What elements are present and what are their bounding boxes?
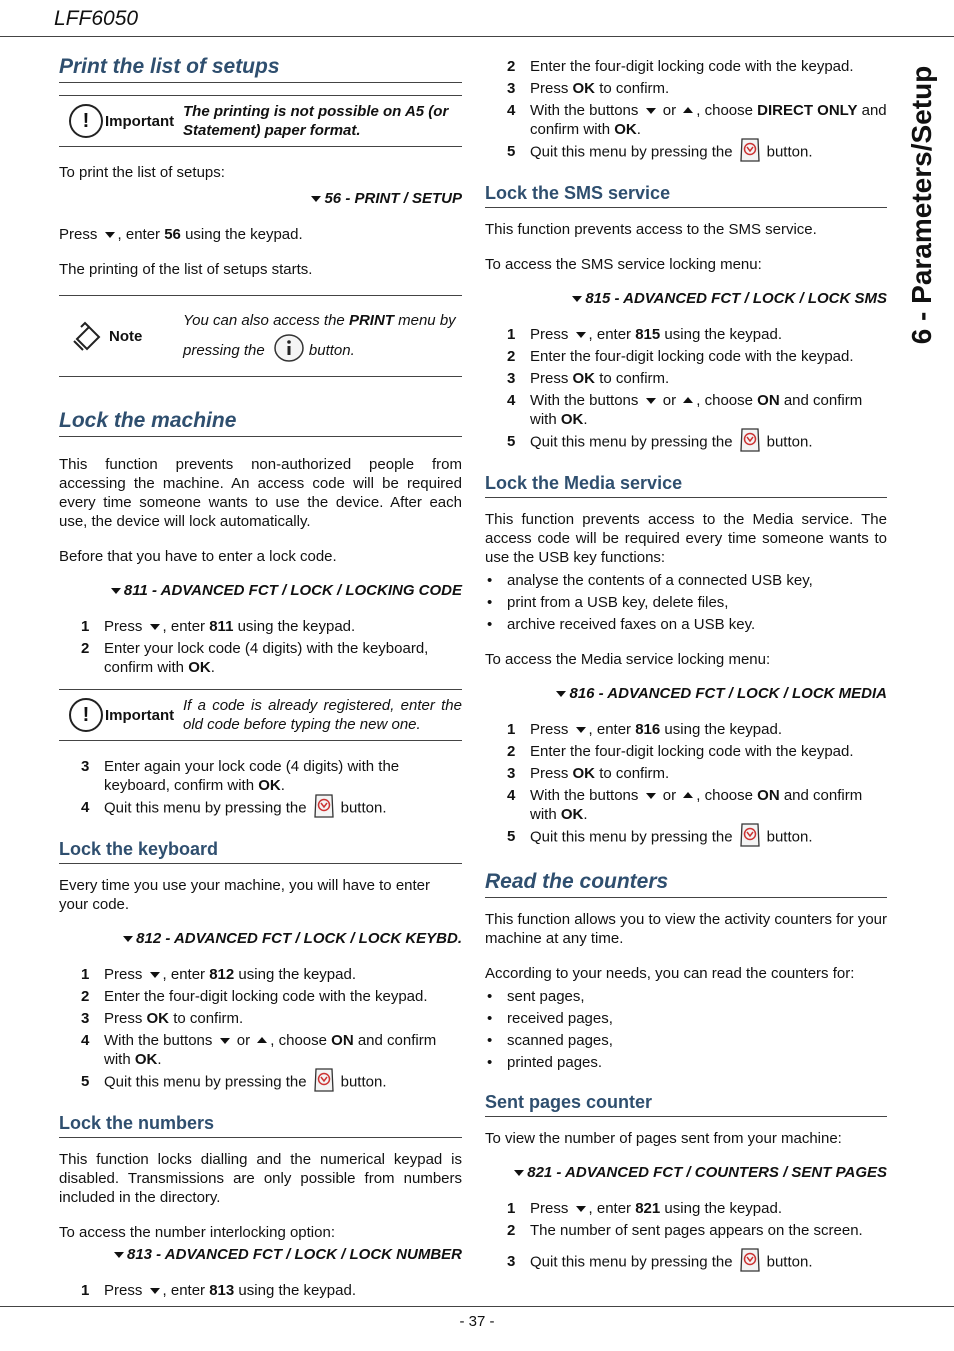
list-item: 2 Enter the four-digit locking code with the keypad. [507,348,854,365]
important-box [59,95,462,147]
lock-media-desc: This function prevents access to the Media service. The access code will be required every time someone wants to use the USB key functions: [485,511,887,566]
lock-media-steps [485,720,887,848]
list-item: 4 With the buttons or , choose ON and confirm with OK. [507,392,863,428]
menu-path: 812 - ADVANCED FCT / LOCK / LOCK KEYBD. [59,930,462,947]
menu-path: 56 - PRINT / SETUP [59,190,462,207]
lock-sms-desc: This function prevents access to the SMS service. [485,221,817,238]
header-rule [0,36,954,37]
note-label: Note [109,327,143,345]
document-title: LFF6050 [54,7,139,30]
menu-path: 821 - ADVANCED FCT / COUNTERS / SENT PAGES [485,1164,887,1181]
menu-path: 816 - ADVANCED FCT / LOCK / LOCK MEDIA [485,685,887,702]
list-item: 1 Press , enter 813 using the keypad. [81,1282,357,1299]
arrow-down-icon [514,1170,524,1176]
stop-button-icon [739,1247,761,1273]
important-text: The printing is not possible on A5 (or Statement) paper format. [183,103,449,139]
heading-sent-pages: Sent pages counter [485,1092,887,1117]
sent-pages-desc: To view the number of pages sent from your machine: [485,1130,842,1147]
important-icon: ! [69,698,103,732]
heading-lock-sms: Lock the SMS service [485,183,887,208]
arrow-up-icon [257,1037,267,1043]
arrow-down-icon [572,296,582,302]
stop-button-icon [313,793,335,819]
list-item: 4 With the buttons or , choose ON and confirm with OK. [81,1032,437,1068]
page-number: - 37 - [459,1313,495,1330]
list-item: 5 Quit this menu by pressing the button. [59,1072,462,1093]
left-column [59,50,462,1316]
list-item: • scanned pages, [485,1031,887,1050]
info-button-icon [273,333,305,363]
lock-machine-steps [59,617,462,677]
list-item: 2 The number of sent pages appears on the screen. [507,1222,863,1239]
list-item: 3 Press OK to confirm. [507,80,670,97]
print-intro: To print the list of setups: [59,164,225,181]
arrow-down-icon [150,1288,160,1294]
lock-media-access: To access the Media service locking menu: [485,651,771,668]
arrow-down-icon [576,1206,586,1212]
lock-machine-desc: This function prevents non-authorized people from accessing the machine. An access code will be required every time someone wants to use the device. After each use, the device will lock automatically. [59,456,462,530]
list-item: • print from a USB key, delete files, [485,593,887,612]
right-column [485,57,887,1289]
arrow-down-icon [114,1252,124,1258]
list-item: 5 Quit this menu by pressing the button. [485,432,887,453]
sent-pages-steps [485,1199,887,1273]
arrow-down-icon [150,624,160,630]
arrow-down-icon [150,972,160,978]
footer-rule [0,1306,954,1307]
heading-lock-keyboard: Lock the keyboard [59,839,462,864]
arrow-down-icon [556,691,566,697]
list-item: 2 Enter the four-digit locking code with the keypad. [507,58,854,75]
menu-path: 811 - ADVANCED FCT / LOCK / LOCKING CODE [59,582,462,599]
arrow-down-icon [576,332,586,338]
counters-desc: This function allows you to view the activity counters for your machine at any time. [485,911,887,947]
list-item: • analyse the contents of a connected USB key, [485,571,887,590]
arrow-down-icon [105,232,115,238]
list-item: 2 Enter your lock code (4 digits) with the keyboard, confirm with OK. [81,640,429,676]
list-item: 3 Enter again your lock code (4 digits) with the keyboard, confirm with OK. [81,758,400,794]
list-item: 2 Enter the four-digit locking code with the keypad. [507,743,854,760]
heading-lock-media: Lock the Media service [485,473,887,498]
heading-lock-numbers: Lock the numbers [59,1113,462,1138]
lock-keyboard-desc: Every time you use your machine, you will have to enter your code. [59,877,431,913]
note-icon [71,319,105,353]
list-item: 4 Quit this menu by pressing the button. [59,798,462,819]
list-item: 1 Press , enter 811 using the keypad. [81,618,356,635]
counters-bullets [485,987,887,1072]
list-item: 3 Press OK to confirm. [507,765,670,782]
lock-media-bullets [485,571,887,634]
lock-numbers-steps [59,1281,462,1300]
list-item: 5 Quit this menu by pressing the button. [485,827,887,848]
list-item: • archive received faxes on a USB key. [485,615,887,634]
list-item: 3 Quit this menu by pressing the button. [485,1252,887,1273]
stop-button-icon [739,822,761,848]
important-label: Important [105,706,175,724]
lock-machine-steps-2 [59,757,462,819]
arrow-down-icon [123,936,133,942]
lock-numbers-steps-cont [485,57,887,163]
lock-machine-before: Before that you have to enter a lock code. [59,548,337,565]
list-item: 1 Press , enter 812 using the keypad. [81,966,357,983]
arrow-up-icon [683,397,693,403]
arrow-down-icon [111,588,121,594]
menu-path: 813 - ADVANCED FCT / LOCK / LOCK NUMBER [59,1246,462,1263]
stop-button-icon [739,137,761,163]
arrow-down-icon [576,727,586,733]
chapter-tab-label: 6 - Parameters/Setup [906,65,937,345]
counters-needs: According to your needs, you can read the counters for: [485,965,855,982]
list-item: • printed pages. [485,1053,887,1072]
arrow-up-icon [683,792,693,798]
list-item: 3 Press OK to confirm. [81,1010,244,1027]
arrow-down-icon [646,398,656,404]
list-item: • sent pages, [485,987,887,1006]
stop-button-icon [739,427,761,453]
lock-numbers-access: To access the number interlocking option: [59,1224,335,1241]
list-item: 1 Press , enter 821 using the keypad. [507,1200,783,1217]
note-box [59,295,462,377]
important-label: Important [105,112,175,130]
heading-lock-machine: Lock the machine [59,409,462,437]
print-starts: The printing of the list of setups starts. [59,261,313,278]
arrow-down-icon [646,793,656,799]
list-item: 4 With the buttons or , choose ON and confirm with OK. [507,787,863,823]
menu-path: 815 - ADVANCED FCT / LOCK / LOCK SMS [485,290,887,307]
arrow-up-icon [683,107,693,113]
list-item: 5 Quit this menu by pressing the button. [485,142,887,163]
heading-print-setups: Print the list of setups [59,55,462,83]
list-item: • received pages, [485,1009,887,1028]
note-text: You can also access the PRINT menu by pressing the button. [183,306,462,366]
lock-sms-access: To access the SMS service locking menu: [485,256,762,273]
chapter-tab [897,60,947,350]
important-box [59,689,462,741]
list-item: 3 Press OK to confirm. [507,370,670,387]
list-item: 1 Press , enter 815 using the keypad. [507,326,783,343]
heading-read-counters: Read the counters [485,870,887,898]
arrow-down-icon [220,1038,230,1044]
print-step: Press , enter 56 using the keypad. [59,226,303,243]
arrow-down-icon [311,196,321,202]
list-item: 1 Press , enter 816 using the keypad. [507,721,783,738]
arrow-down-icon [646,108,656,114]
lock-sms-steps [485,325,887,453]
important-text: If a code is already registered, enter the old code before typing the new one. [183,697,462,733]
lock-numbers-desc: This function locks dialling and the numerical keypad is disabled. Transmissions are only possible from numbers included in the directory. [59,1151,462,1206]
list-item: 2 Enter the four-digit locking code with the keypad. [81,988,428,1005]
list-item: 4 With the buttons or , choose DIRECT ONLY and confirm with OK. [507,102,887,138]
important-icon: ! [69,104,103,138]
lock-keyboard-steps [59,965,462,1093]
stop-button-icon [313,1067,335,1093]
